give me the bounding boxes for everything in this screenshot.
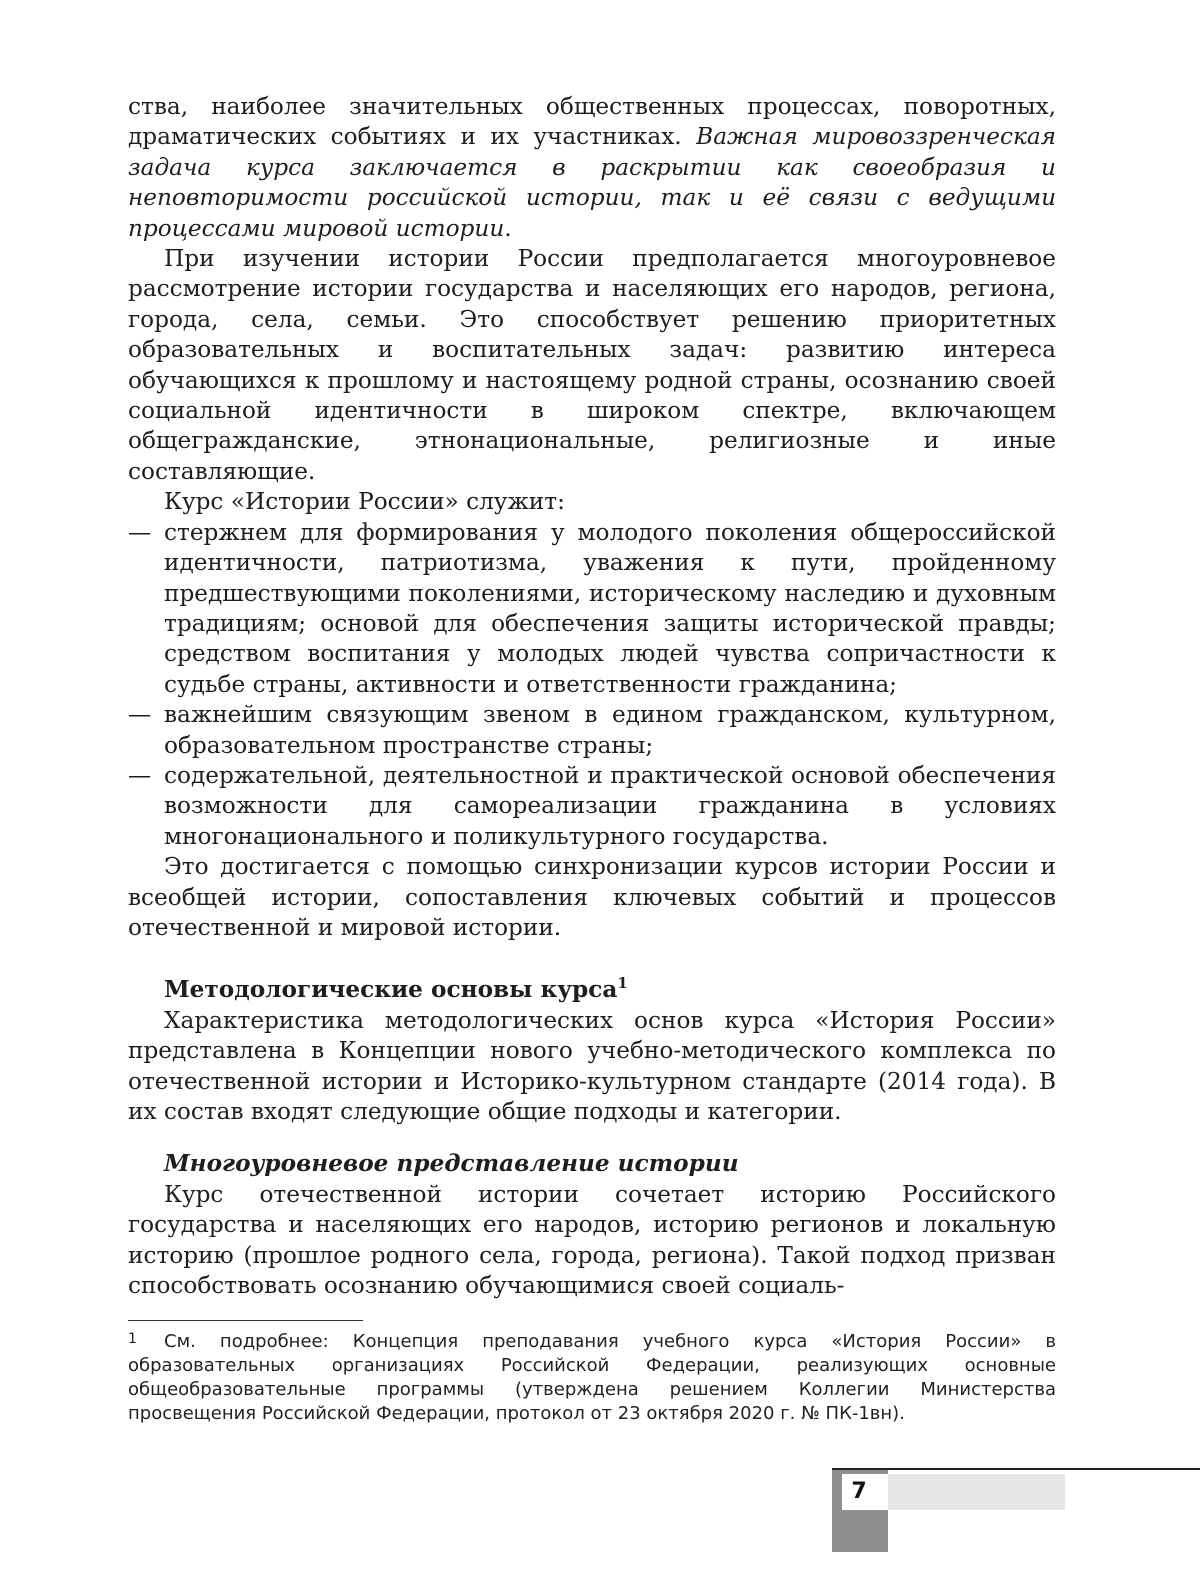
list-item-text: стержнем для формирования у молодого поколения общероссийской идентичности, патриотизма, уважения к пути, пройденному предшествующими поколениями, историческому наследию и духовным традициям; основой для обеспечения защиты исторической правды; средством воспитания у молодых людей чувства сопричастности к судьбе страны, активности и ответственности гражданина; bbox=[164, 518, 1056, 698]
list-item-text: содержательной, деятельностной и практической основой обеспечения возможности для самореализации гражданина в условиях многонационального и поликультурного государства. bbox=[164, 761, 1056, 850]
section-heading bbox=[128, 975, 1056, 1005]
page-number-band bbox=[888, 1474, 1065, 1510]
footnote-divider bbox=[128, 1320, 363, 1321]
subsection-heading: Многоуровневое представление истории bbox=[164, 1150, 739, 1178]
paragraph-3: Курс «Истории России» служит: bbox=[164, 488, 565, 516]
dash-bullet: — bbox=[128, 761, 152, 789]
list-item bbox=[128, 518, 1056, 700]
section-heading-text: Методологические основы курса bbox=[164, 976, 618, 1004]
paragraph-5: Характеристика методологических основ курса «История России» представлена в Концепции нового учебно-методического комплекса по отечественной истории и Историко-культурном стандарте (2014 года). В их состав входят следующие общие подходы и категории. bbox=[128, 1006, 1056, 1125]
list-item-text: важнейшим связующим звеном в едином гражданском, культурном, образовательном пространстве страны; bbox=[164, 701, 1056, 759]
footnote-ref: 1 bbox=[617, 974, 628, 993]
list-item bbox=[128, 700, 1056, 761]
page-number: 7 bbox=[851, 1479, 867, 1504]
paragraph-1-text: ства, наиболее значительных общественных процессах, поворотных, драматических событиях и их участниках. bbox=[128, 93, 1056, 151]
paragraph-6: Курс отечественной истории сочетает историю Российского государства и населяющих его народов, историю регионов и локальную историю (прошлое родного села, города, региона). Такой подход призван способствовать осознанию обучающимися своей социаль- bbox=[128, 1180, 1056, 1300]
footnote: 1 См. подробнее: Концепция преподавания учебного курса «История России» в образовательных организациях Российской Федерации, реализующих основные общеобразовательные программы (утверждена решением Коллегии Министерства просвещения Российской Федерации, протокол от 23 октября 2020 г. № ПК-1вн). bbox=[128, 1331, 1056, 1424]
list-item bbox=[128, 761, 1056, 852]
footnote-text: См. подробнее: Концепция преподавания учебного курса «История России» в образовательных организациях Российской Федерации, реализующих основные общеобразовательные программы (утверждена решением Коллегии Министерства просвещения Российской Федерации, протокол от 23 октября 2020 г. № ПК-1вн). bbox=[128, 1331, 1056, 1424]
paragraph-2: При изучении истории России предполагается многоуровневое рассмотрение истории государства и населяющих его народов, региона, города, села, семьи. Это способствует решению приоритетных образовательных и воспитательных задач: развитию интереса обучающихся к прошлому и настоящему родной страны, осознанию своей социальной идентичности в широком спектре, включающем общегражданские, этнонациональные, религиозные и иные составляющие. bbox=[128, 245, 1056, 485]
main-text bbox=[128, 92, 1056, 1301]
paragraph-4: Это достигается с помощью синхронизации курсов истории России и всеобщей истории, сопоставления ключевых событий и процессов отечественной и мировой истории. bbox=[128, 853, 1056, 941]
dash-list bbox=[128, 518, 1056, 852]
dash-bullet: — bbox=[128, 701, 152, 729]
paragraph-1-italic: Важная мировоззренческая задача курса заключается в раскрытии как своеобразия и неповторимости российской истории, так и её связи с ведущими процессами мировой истории bbox=[128, 123, 1057, 242]
paragraph-1-end: . bbox=[504, 214, 512, 242]
dash-bullet: — bbox=[128, 518, 152, 546]
paragraph-1 bbox=[128, 92, 1056, 244]
